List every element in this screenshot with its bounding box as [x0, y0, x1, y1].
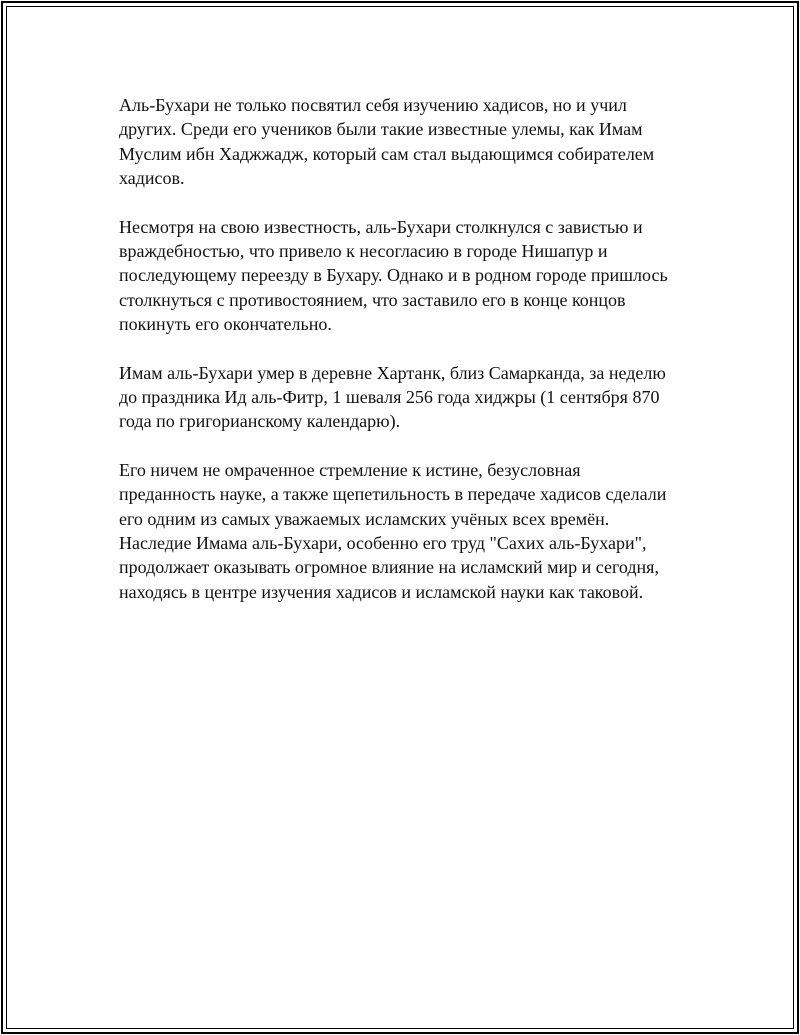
paragraph-students: Аль-Бухари не только посвятил себя изучению хадисов, но и учил других. Среди его учеников были такие известные улемы, как Имам Муслим ибн Хаджжадж, который сам стал выдающимся собирателем хадисов.	[119, 95, 655, 188]
paragraph-death: Имам аль-Бухари умер в деревне Хартанк, близ Самарканда, за неделю до праздника Ид аль-Фитр, 1 шеваля 256 года хиджры (1 сентября 870 года по григорианскому календарю).	[119, 362, 666, 432]
paragraph-hostility: Несмотря на свою известность, аль-Бухари столкнулся с завистью и враждебностью, что привело к несогласию в городе Нишапур и последующему переезду в Бухару. Однако и в родном городе пришлось столкнуться с противостоянием, что заставило его в конце концов покинуть его окончательно.	[119, 216, 668, 334]
paragraph-legacy: Его ничем не омраченное стремление к истине, безусловная преданность науке, а также щепетильность в передаче хадисов сделали его одним из самых уважаемых исламских учёных всех времён. Наследие Имама аль-Бухари, особенно его труд "Сахих аль-Бухари", продолжает оказывать огромное влияние на исламский мир и сегодня, находясь в центре изучения хадисов и исламской науки как таковой.	[119, 460, 667, 602]
document-body	[119, 93, 699, 628]
